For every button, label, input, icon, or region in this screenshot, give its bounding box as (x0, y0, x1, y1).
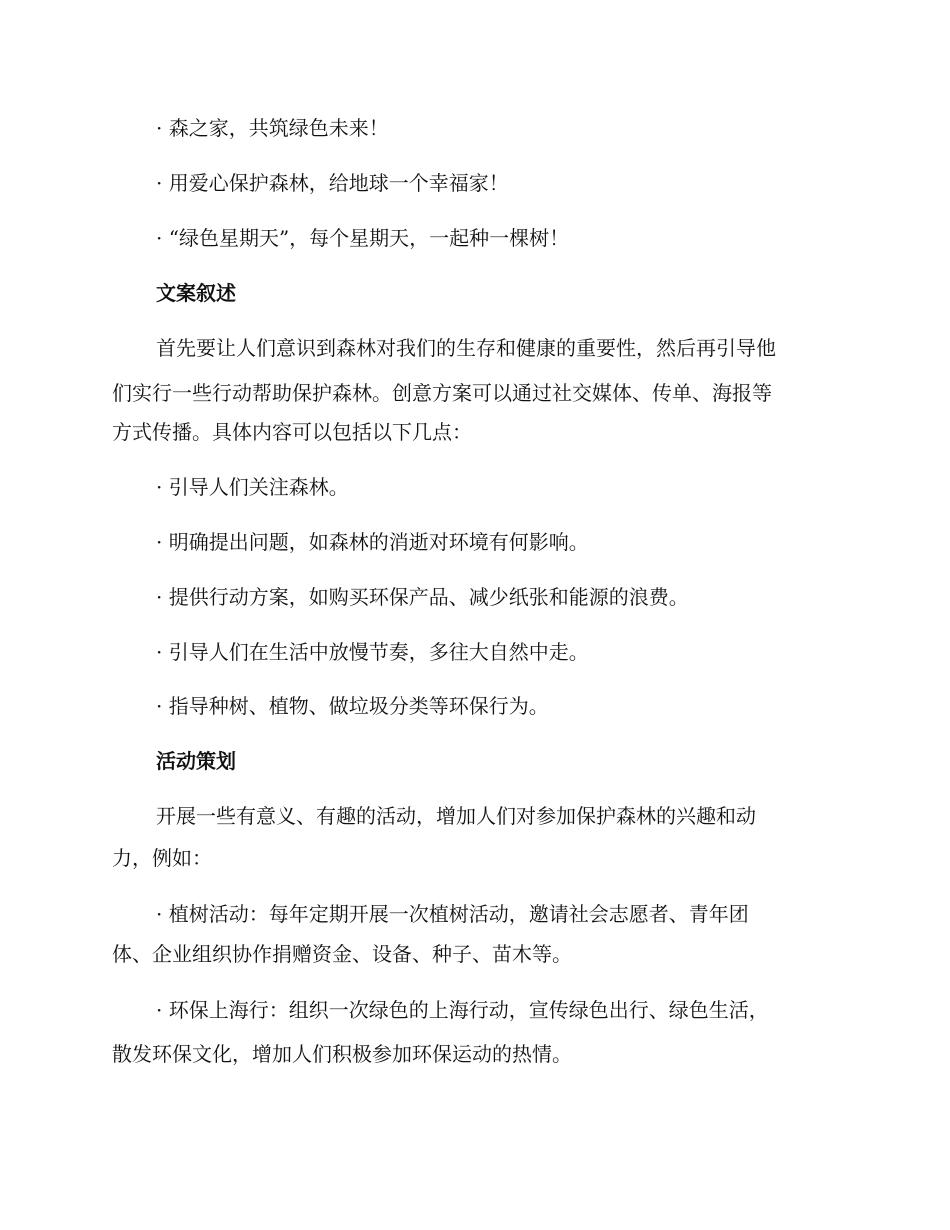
activity-item-line: · 植树活动：每年定期开展一次植树活动，邀请社会志愿者、青年团 (156, 902, 749, 926)
section-heading-activity: 活动策划 (156, 749, 236, 773)
activity-item-line: 散发环保文化，增加人们积极参加环保运动的热情。 (112, 1042, 572, 1066)
bullet-item: · 明确提出问题，如森林的消逝对环境有何影响。 (156, 530, 589, 554)
activity-item-line: 体、企业组织协作捐赠资金、设备、种子、苗木等。 (112, 942, 572, 966)
slogan-item: · 森之家，共筑绿色未来！ (156, 116, 389, 140)
bullet-item: · 提供行动方案，如购买环保产品、减少纸张和能源的浪费。 (156, 585, 689, 609)
paragraph-line: 开展一些有意义、有趣的活动，增加人们对参加保护森林的兴趣和动 (156, 804, 756, 828)
bullet-item: · 引导人们关注森林。 (156, 475, 349, 499)
section-heading-copy: 文案叙述 (156, 281, 236, 305)
bullet-item: · 引导人们在生活中放慢节奏，多往大自然中走。 (156, 640, 589, 664)
paragraph-line: 们实行一些行动帮助保护森林。创意方案可以通过社交媒体、传单、海报等 (112, 381, 772, 405)
slogan-item: · 用爱心保护森林，给地球一个幸福家！ (156, 171, 509, 195)
paragraph-line: 力，例如： (112, 846, 212, 870)
paragraph-line: 方式传播。具体内容可以包括以下几点： (112, 420, 472, 444)
activity-item-line: · 环保上海行：组织一次绿色的上海行动，宣传绿色出行、绿色生活， (156, 998, 769, 1022)
paragraph-line: 首先要让人们意识到森林对我们的生存和健康的重要性，然后再引导他 (156, 336, 776, 360)
slogan-item: · “绿色星期天”，每个星期天，一起种一棵树！ (156, 226, 570, 250)
bullet-item: · 指导种树、植物、做垃圾分类等环保行为。 (156, 694, 549, 718)
